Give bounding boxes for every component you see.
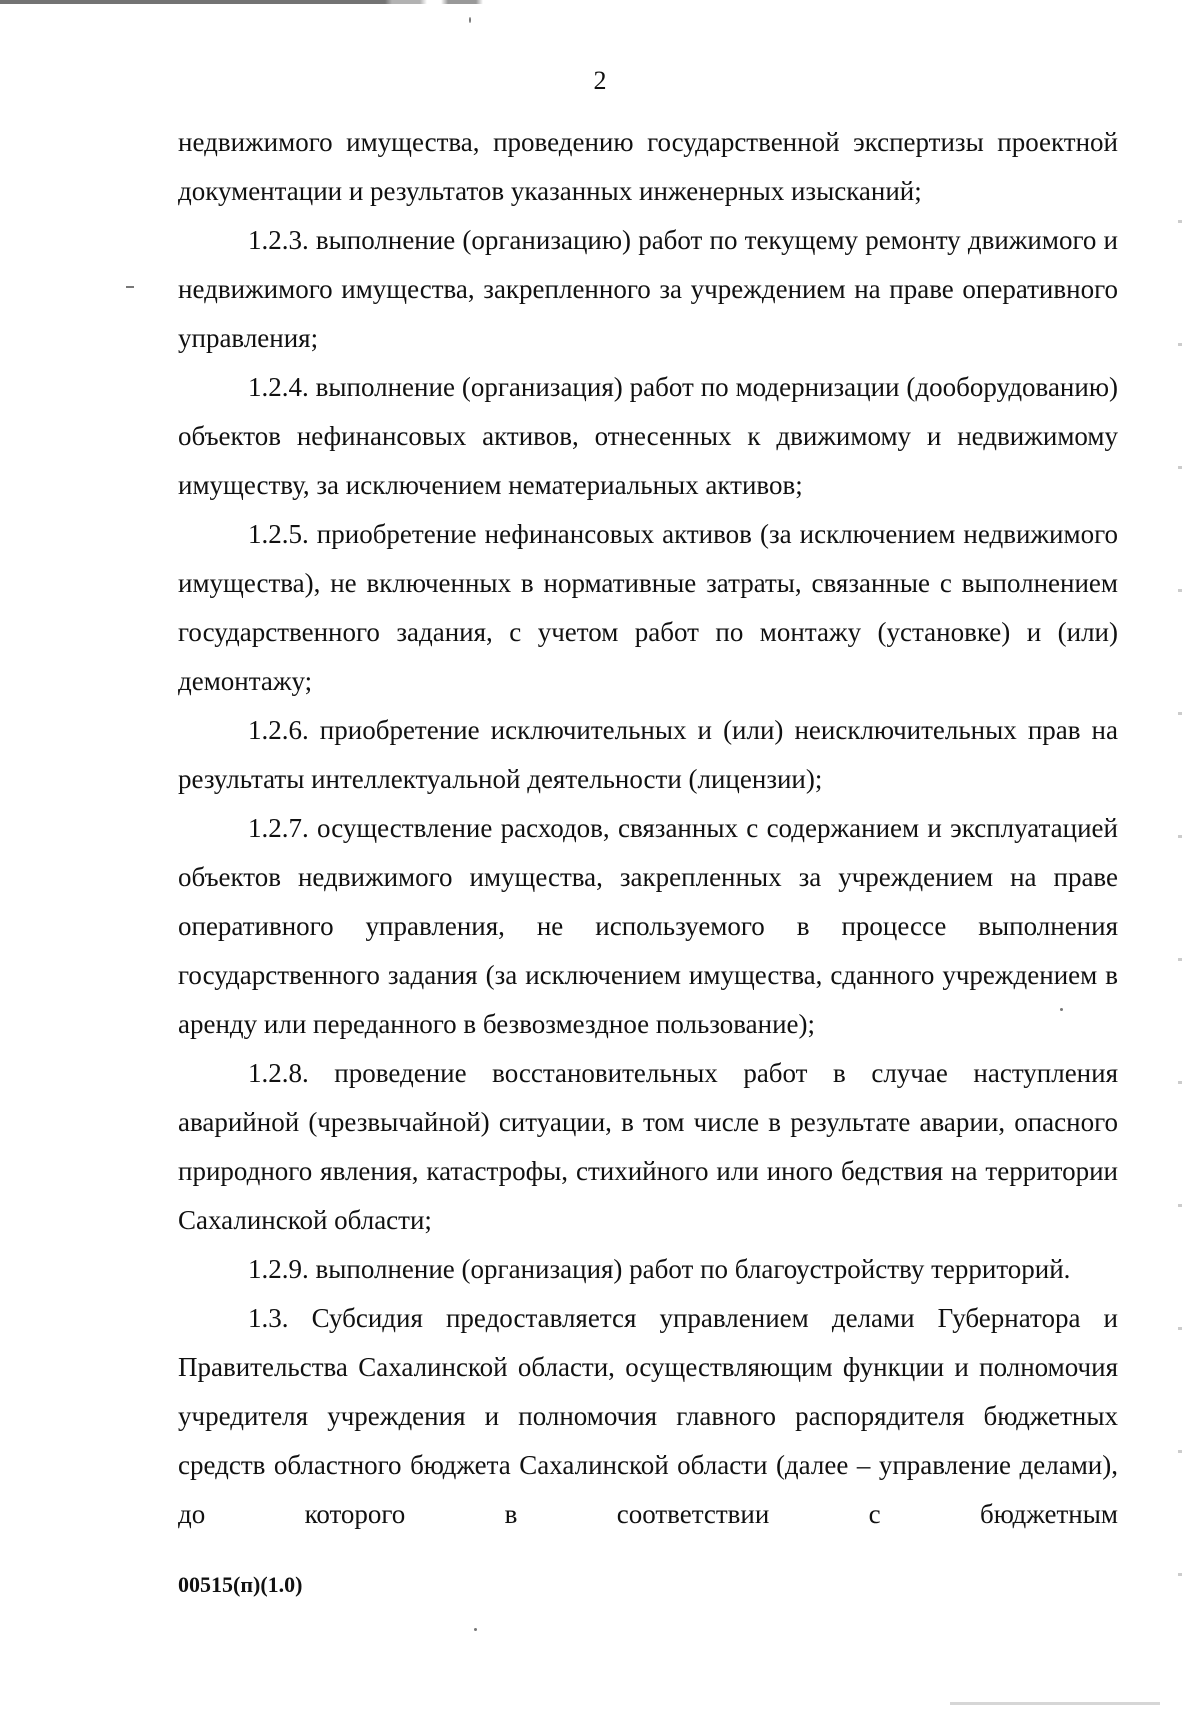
paragraph-1-2-8: 1.2.8. проведение восстановительных работ в случае наступления аварийной (чрезвычайной) ситуации, в том числе в результате аварии, опасного природного явления, катастрофы, стихийного или иного бедствия на территории Сахалинской области;	[178, 1058, 1118, 1235]
page-number: 2	[593, 66, 607, 95]
scan-bottom-mark	[950, 1702, 1160, 1705]
paragraph-continuation: недвижимого имущества, проведению государственной экспертизы проектной документации и результатов указанных инженерных изысканий;	[178, 127, 1118, 206]
paragraph-1-2-7: 1.2.7. осуществление расходов, связанных с содержанием и эксплуатацией объектов недвижимого имущества, закрепленных за учреждением на праве оперативного управления, не используемого в процессе выполнения государственного задания (за исключением имущества, сданного учреждением в аренду или переданного в безвозмездное пользование);	[178, 813, 1118, 1039]
scan-speck	[126, 286, 134, 288]
document-body	[178, 118, 1118, 1539]
paragraph-1-2-9: 1.2.9. выполнение (организация) работ по благоустройству территорий.	[248, 1254, 1071, 1284]
scan-speck	[469, 17, 471, 23]
paragraph-1-2-5: 1.2.5. приобретение нефинансовых активов (за исключением недвижимого имущества), не включенных в нормативные затраты, связанные с выполнением государственного задания, с учетом работ по монтажу (установке) и (или) демонтажу;	[178, 519, 1118, 696]
paragraph-1-2-3: 1.2.3. выполнение (организацию) работ по текущему ремонту движимого и недвижимого имущества, закрепленного за учреждением на праве оперативного управления;	[178, 225, 1118, 353]
scan-speck	[474, 1628, 477, 1631]
paragraph-1-2-4: 1.2.4. выполнение (организация) работ по модернизации (дооборудованию) объектов нефинансовых активов, отнесенных к движимому и недвижимому имуществу, за исключением нематериальных активов;	[178, 372, 1118, 500]
paragraph-1-2-6: 1.2.6. приобретение исключительных и (или) неисключительных прав на результаты интеллектуальной деятельности (лицензии);	[178, 715, 1118, 794]
scan-margin-marks	[1178, 100, 1182, 1660]
scan-edge-rule	[0, 0, 700, 4]
paragraph-1-3: 1.3. Субсидия предоставляется управлением делами Губернатора и Правительства Сахалинской области, осуществляющим функции и полномочия учредителя учреждения и полномочия главного распорядителя бюджетных средств областного бюджета Сахалинской области (далее – управление делами), до которого в соответствии с бюджетным	[178, 1303, 1118, 1529]
document-code: 00515(п)(1.0)	[178, 1572, 303, 1597]
